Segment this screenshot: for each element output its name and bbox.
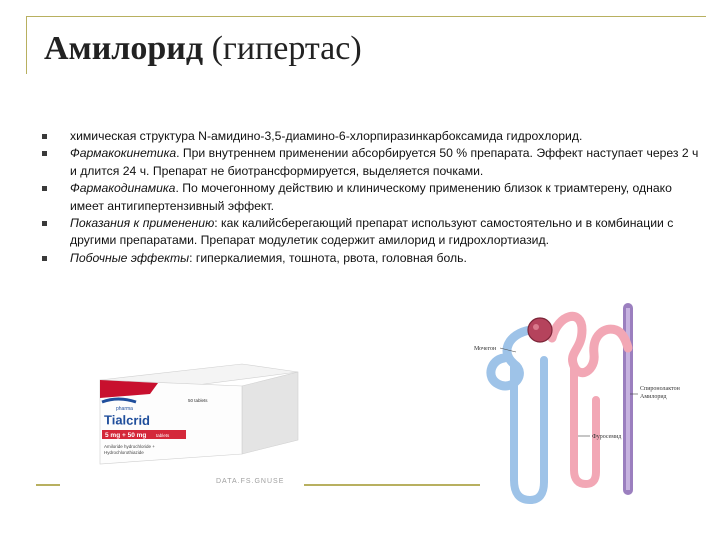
bullet-text: : как калийсберегающий препарат используют самостоятельно и в комбинации с другими препаратами. Препарат модулетик содержит амилорид и гидрохлортиазид. — [70, 216, 674, 248]
bullet-square-icon — [42, 256, 47, 261]
box-ingredients-2: Hydrochlorothiazide — [104, 450, 144, 455]
nephron-diagram — [470, 300, 710, 540]
title-sub: (гипертас) — [211, 30, 362, 67]
bullet-label: Показания к применению — [70, 216, 215, 231]
bullet-text: : гиперкалиемия, тошнота, рвота, головная боль. — [189, 250, 467, 265]
glomerulus-icon — [528, 318, 552, 342]
bullet-text: . При внутреннем применении абсорбируется 50 % препарата. Эффект наступает через 2 ч и длится 24 ч. Препарат не биотрансформируется, выделяется почками. — [70, 146, 699, 178]
medicine-box-svg — [92, 358, 332, 478]
frame-bottom-right-line — [304, 484, 480, 486]
bullet-text: . По мочегонному действию и клиническому применению близок к триамтерену, однако имеет антигипертензивный эффект. — [70, 181, 672, 213]
bullet-label: Побочные эффекты — [70, 250, 190, 265]
bullet-label: Фармакодинамика — [70, 181, 176, 196]
diagram-label-left: Мочегон — [474, 346, 497, 352]
page-title — [44, 30, 362, 68]
frame-bottom-left-line — [36, 484, 60, 486]
box-brand: pharma — [116, 406, 133, 412]
title-main: Амилорид — [44, 30, 204, 67]
nephron-diagram-svg — [470, 300, 710, 540]
box-name: Tialcrid — [104, 412, 151, 429]
diagram-label-right-1: Спиронолактон — [640, 386, 680, 392]
loop-ascending — [574, 366, 596, 484]
list-item — [40, 250, 700, 267]
bullet-square-icon — [42, 186, 47, 191]
bullet-label: Фармакокинетика — [70, 146, 177, 161]
list-item — [40, 128, 700, 145]
bullet-square-icon — [42, 134, 47, 139]
list-item — [40, 180, 700, 215]
distal-tubule — [552, 316, 628, 372]
bullet-square-icon — [42, 221, 47, 226]
box-ingredients-1: Amiloride hydrochloride + — [104, 444, 155, 449]
bullet-text: химическая структура N-амидино-3,5-диамино-6-хлорпиразинкарбоксамида гидрохлорид. — [70, 129, 583, 143]
frame-top-line — [26, 16, 706, 17]
box-count: 50 tablets — [188, 398, 208, 403]
bullet-square-icon — [42, 151, 47, 156]
box-dose-unit: tablets — [156, 433, 170, 438]
medicine-box-image — [92, 358, 332, 478]
diagram-label-right-2: Амилорид — [640, 394, 667, 400]
watermark: DATA.FS.GNUSE — [216, 478, 285, 485]
diagram-label-bottom: Фуросемид — [592, 434, 622, 440]
list-item — [40, 145, 700, 180]
bullet-list — [40, 128, 700, 267]
list-item — [40, 215, 700, 250]
frame-left-line — [26, 16, 27, 74]
glomerulus-highlight — [533, 324, 539, 330]
box-dose: 5 mg + 50 mg — [105, 432, 147, 439]
